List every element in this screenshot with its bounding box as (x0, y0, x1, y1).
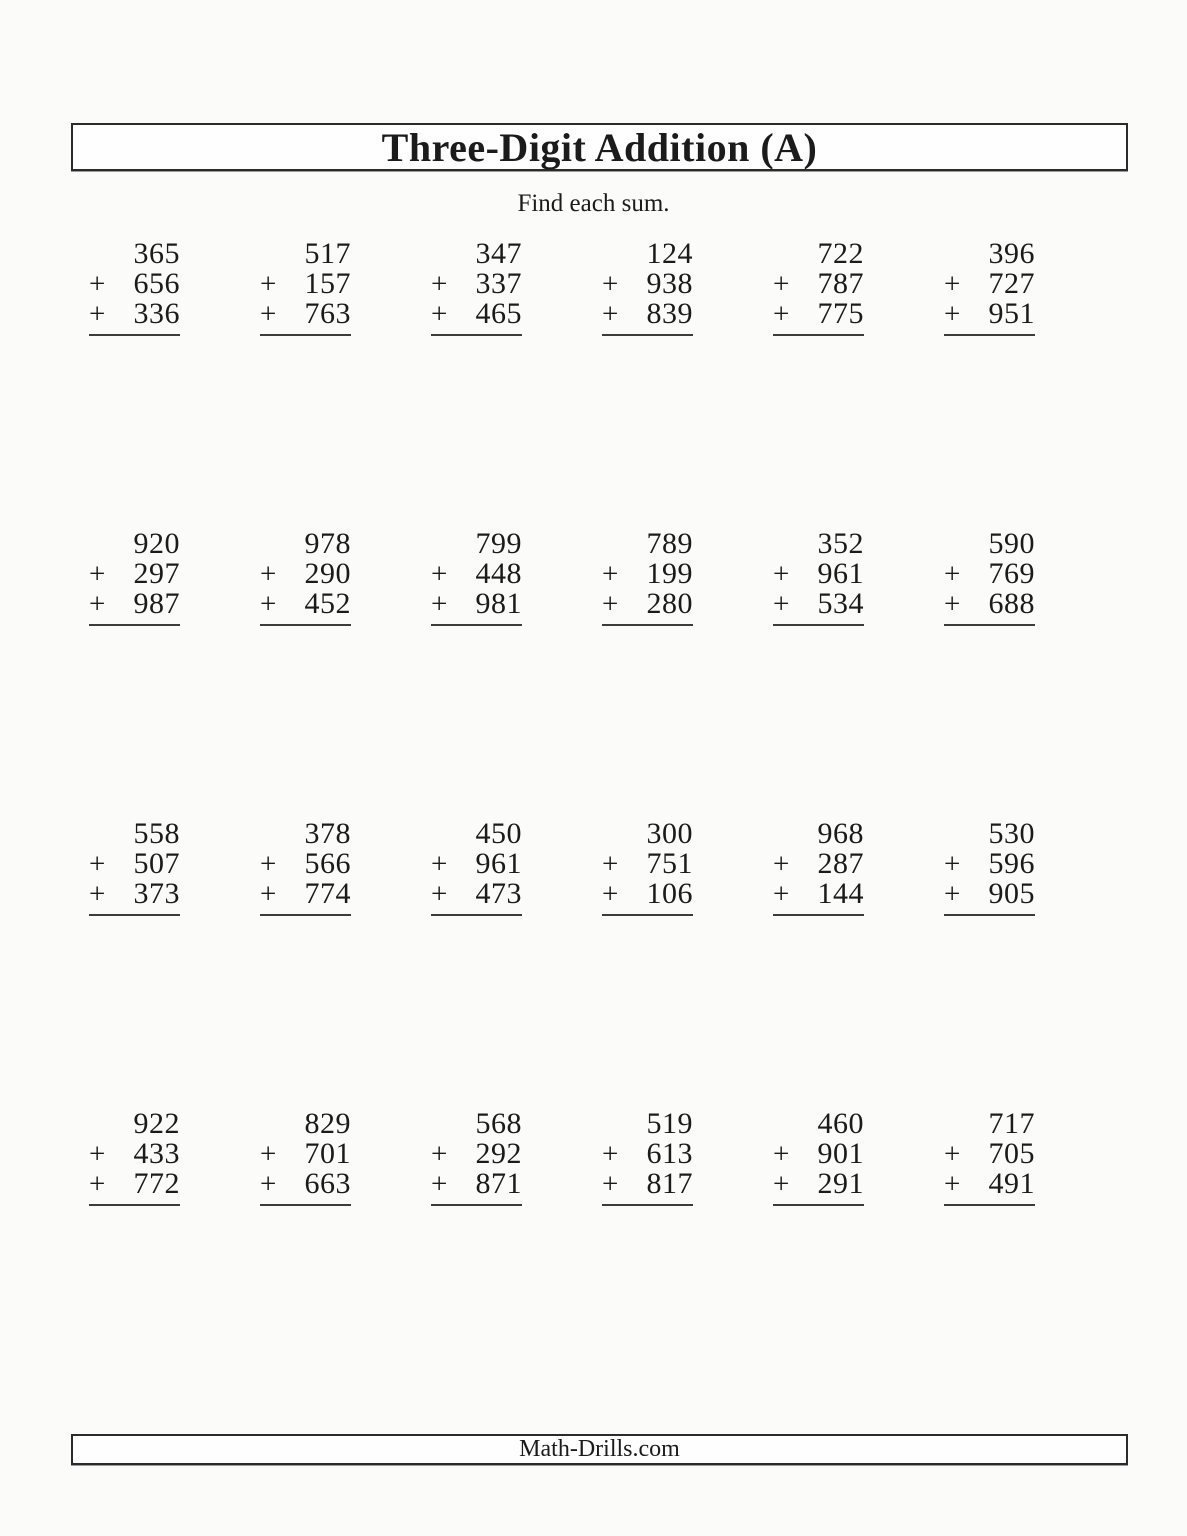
addend-value-3: 465 (475, 297, 522, 330)
addend-value-1: 365 (133, 237, 180, 270)
addition-problem (944, 529, 1035, 626)
plus-operator: + (260, 298, 277, 330)
addition-problem (773, 819, 864, 916)
plus-operator: + (431, 878, 448, 910)
addend-line-1 (260, 1109, 351, 1139)
addend-line-1 (602, 239, 693, 269)
addend-line-3 (602, 879, 693, 909)
addend-value-3: 144 (817, 877, 864, 910)
addition-problem (89, 239, 180, 336)
addition-problem (260, 819, 351, 916)
plus-operator: + (89, 848, 106, 880)
addend-value-1: 530 (988, 817, 1035, 850)
plus-operator: + (260, 878, 277, 910)
plus-operator: + (260, 588, 277, 620)
addend-value-3: 763 (304, 297, 351, 330)
addition-problem (944, 239, 1035, 336)
addition-problem (602, 529, 693, 626)
addend-line-1 (431, 819, 522, 849)
addend-line-2 (602, 849, 693, 879)
plus-operator: + (602, 268, 619, 300)
addend-value-3: 534 (817, 587, 864, 620)
addend-value-2: 613 (646, 1137, 693, 1170)
addend-value-2: 787 (817, 267, 864, 300)
addend-line-2 (260, 1139, 351, 1169)
addend-value-2: 337 (475, 267, 522, 300)
addend-line-3 (431, 299, 522, 329)
title-box (71, 123, 1128, 171)
addend-value-2: 297 (133, 557, 180, 590)
addend-value-1: 352 (817, 527, 864, 560)
addend-value-3: 839 (646, 297, 693, 330)
addend-value-2: 292 (475, 1137, 522, 1170)
addend-line-2 (431, 1139, 522, 1169)
addition-problem (260, 1109, 351, 1206)
addend-value-1: 300 (646, 817, 693, 850)
addition-problem (431, 529, 522, 626)
addend-value-1: 722 (817, 237, 864, 270)
plus-operator: + (944, 268, 961, 300)
addend-line-2 (773, 269, 864, 299)
addend-value-2: 656 (133, 267, 180, 300)
addend-line-1 (602, 529, 693, 559)
addend-line-1 (944, 529, 1035, 559)
plus-operator: + (602, 1138, 619, 1170)
addend-line-2 (89, 1139, 180, 1169)
addend-value-1: 978 (304, 527, 351, 560)
plus-operator: + (602, 558, 619, 590)
addend-line-1 (773, 819, 864, 849)
addend-value-1: 799 (475, 527, 522, 560)
plus-operator: + (773, 588, 790, 620)
addition-problem (260, 239, 351, 336)
addend-line-2 (260, 559, 351, 589)
addend-line-3 (773, 589, 864, 619)
addend-value-1: 347 (475, 237, 522, 270)
addend-value-3: 688 (988, 587, 1035, 620)
addend-line-2 (89, 559, 180, 589)
addend-value-1: 519 (646, 1107, 693, 1140)
addend-value-1: 829 (304, 1107, 351, 1140)
plus-operator: + (944, 588, 961, 620)
plus-operator: + (89, 588, 106, 620)
addend-value-3: 663 (304, 1167, 351, 1200)
addend-value-3: 775 (817, 297, 864, 330)
problems-grid (89, 239, 1115, 1399)
addend-line-3 (431, 879, 522, 909)
plus-operator: + (89, 1138, 106, 1170)
plus-operator: + (773, 298, 790, 330)
addend-value-3: 871 (475, 1167, 522, 1200)
addend-line-1 (773, 239, 864, 269)
addend-line-1 (773, 1109, 864, 1139)
addend-value-3: 981 (475, 587, 522, 620)
addend-value-3: 987 (133, 587, 180, 620)
addend-value-1: 920 (133, 527, 180, 560)
plus-operator: + (89, 558, 106, 590)
addend-line-1 (89, 819, 180, 849)
addend-line-2 (773, 559, 864, 589)
addend-value-1: 396 (988, 237, 1035, 270)
plus-operator: + (944, 848, 961, 880)
instruction-text: Find each sum. (517, 190, 670, 217)
plus-operator: + (431, 268, 448, 300)
addition-problem (602, 819, 693, 916)
addend-value-3: 772 (133, 1167, 180, 1200)
addend-value-2: 433 (133, 1137, 180, 1170)
plus-operator: + (773, 878, 790, 910)
addend-line-3 (773, 299, 864, 329)
addend-value-3: 452 (304, 587, 351, 620)
addend-value-2: 961 (817, 557, 864, 590)
addend-line-2 (602, 269, 693, 299)
addend-line-2 (944, 269, 1035, 299)
plus-operator: + (602, 848, 619, 880)
addend-value-2: 961 (475, 847, 522, 880)
plus-operator: + (773, 558, 790, 590)
addition-problem (773, 1109, 864, 1206)
addend-value-1: 789 (646, 527, 693, 560)
plus-operator: + (944, 1168, 961, 1200)
addend-value-1: 124 (646, 237, 693, 270)
addition-problem (944, 819, 1035, 916)
addend-line-1 (944, 239, 1035, 269)
addend-value-3: 473 (475, 877, 522, 910)
addend-line-3 (89, 1169, 180, 1199)
plus-operator: + (602, 588, 619, 620)
addend-line-2 (944, 849, 1035, 879)
addend-value-2: 938 (646, 267, 693, 300)
addend-value-1: 568 (475, 1107, 522, 1140)
addend-value-2: 290 (304, 557, 351, 590)
plus-operator: + (260, 848, 277, 880)
addend-value-1: 517 (304, 237, 351, 270)
plus-operator: + (431, 1168, 448, 1200)
addend-line-3 (944, 879, 1035, 909)
addend-line-2 (89, 269, 180, 299)
addend-value-1: 922 (133, 1107, 180, 1140)
plus-operator: + (602, 878, 619, 910)
plus-operator: + (773, 1168, 790, 1200)
addend-value-3: 373 (133, 877, 180, 910)
addend-line-3 (260, 1169, 351, 1199)
addend-line-2 (944, 1139, 1035, 1169)
plus-operator: + (773, 1138, 790, 1170)
addend-line-1 (602, 819, 693, 849)
addend-line-2 (260, 849, 351, 879)
addend-value-2: 727 (988, 267, 1035, 300)
plus-operator: + (944, 558, 961, 590)
addend-line-1 (944, 819, 1035, 849)
addend-value-3: 905 (988, 877, 1035, 910)
addend-value-2: 199 (646, 557, 693, 590)
addend-line-1 (260, 819, 351, 849)
addition-problem (431, 819, 522, 916)
addition-problem (602, 239, 693, 336)
addend-line-2 (431, 269, 522, 299)
addition-problem (260, 529, 351, 626)
addend-value-1: 590 (988, 527, 1035, 560)
addition-problem (431, 1109, 522, 1206)
addend-line-2 (602, 1139, 693, 1169)
page-title: Three-Digit Addition (A) (381, 124, 818, 170)
plus-operator: + (773, 848, 790, 880)
addend-line-3 (260, 589, 351, 619)
addend-line-2 (602, 559, 693, 589)
addend-line-1 (944, 1109, 1035, 1139)
addend-line-1 (431, 529, 522, 559)
addend-line-3 (260, 299, 351, 329)
addend-value-2: 751 (646, 847, 693, 880)
addend-value-2: 596 (988, 847, 1035, 880)
addend-value-1: 460 (817, 1107, 864, 1140)
addend-value-3: 491 (988, 1167, 1035, 1200)
addition-problem (431, 239, 522, 336)
addend-value-3: 817 (646, 1167, 693, 1200)
plus-operator: + (431, 1138, 448, 1170)
addend-line-3 (89, 299, 180, 329)
addend-value-1: 378 (304, 817, 351, 850)
plus-operator: + (260, 268, 277, 300)
plus-operator: + (89, 878, 106, 910)
addend-line-2 (773, 849, 864, 879)
addend-line-3 (944, 299, 1035, 329)
addend-line-2 (431, 559, 522, 589)
addend-value-2: 448 (475, 557, 522, 590)
plus-operator: + (773, 268, 790, 300)
addend-line-1 (602, 1109, 693, 1139)
addend-line-3 (89, 589, 180, 619)
addend-value-2: 157 (304, 267, 351, 300)
addend-line-1 (260, 239, 351, 269)
addition-problem (89, 819, 180, 916)
addition-problem (602, 1109, 693, 1206)
addend-line-3 (773, 879, 864, 909)
addend-line-1 (89, 529, 180, 559)
plus-operator: + (431, 848, 448, 880)
addend-value-2: 769 (988, 557, 1035, 590)
addend-value-3: 291 (817, 1167, 864, 1200)
addend-value-2: 507 (133, 847, 180, 880)
addend-line-3 (944, 1169, 1035, 1199)
addend-line-3 (260, 879, 351, 909)
addend-line-1 (431, 239, 522, 269)
addend-line-2 (89, 849, 180, 879)
addend-line-2 (773, 1139, 864, 1169)
footer-brand: Math-Drills.com (519, 1436, 680, 1462)
addition-problem (944, 1109, 1035, 1206)
addend-line-3 (602, 299, 693, 329)
addend-line-3 (602, 589, 693, 619)
addend-value-2: 701 (304, 1137, 351, 1170)
addition-problem (89, 1109, 180, 1206)
addend-value-2: 901 (817, 1137, 864, 1170)
plus-operator: + (89, 1168, 106, 1200)
plus-operator: + (944, 878, 961, 910)
addend-line-2 (944, 559, 1035, 589)
plus-operator: + (944, 1138, 961, 1170)
addend-value-1: 450 (475, 817, 522, 850)
addend-line-3 (602, 1169, 693, 1199)
plus-operator: + (260, 1138, 277, 1170)
addend-value-1: 968 (817, 817, 864, 850)
addend-line-3 (944, 589, 1035, 619)
addend-line-3 (773, 1169, 864, 1199)
addend-value-3: 280 (646, 587, 693, 620)
addend-value-2: 566 (304, 847, 351, 880)
addend-line-2 (431, 849, 522, 879)
addition-problem (773, 239, 864, 336)
plus-operator: + (260, 1168, 277, 1200)
addend-line-2 (260, 269, 351, 299)
addend-line-1 (431, 1109, 522, 1139)
addend-line-3 (431, 589, 522, 619)
addend-value-3: 951 (988, 297, 1035, 330)
addend-line-1 (773, 529, 864, 559)
plus-operator: + (260, 558, 277, 590)
footer-box (71, 1434, 1128, 1465)
addend-value-3: 106 (646, 877, 693, 910)
plus-operator: + (944, 298, 961, 330)
addend-value-1: 717 (988, 1107, 1035, 1140)
addend-value-1: 558 (133, 817, 180, 850)
addend-value-3: 774 (304, 877, 351, 910)
plus-operator: + (431, 588, 448, 620)
addend-value-3: 336 (133, 297, 180, 330)
addend-line-1 (89, 239, 180, 269)
plus-operator: + (431, 558, 448, 590)
addend-line-1 (89, 1109, 180, 1139)
addend-line-3 (89, 879, 180, 909)
addend-value-2: 287 (817, 847, 864, 880)
addition-problem (773, 529, 864, 626)
addend-value-2: 705 (988, 1137, 1035, 1170)
plus-operator: + (89, 268, 106, 300)
addition-problem (89, 529, 180, 626)
plus-operator: + (602, 298, 619, 330)
plus-operator: + (431, 298, 448, 330)
addend-line-3 (431, 1169, 522, 1199)
plus-operator: + (89, 298, 106, 330)
plus-operator: + (602, 1168, 619, 1200)
addend-line-1 (260, 529, 351, 559)
